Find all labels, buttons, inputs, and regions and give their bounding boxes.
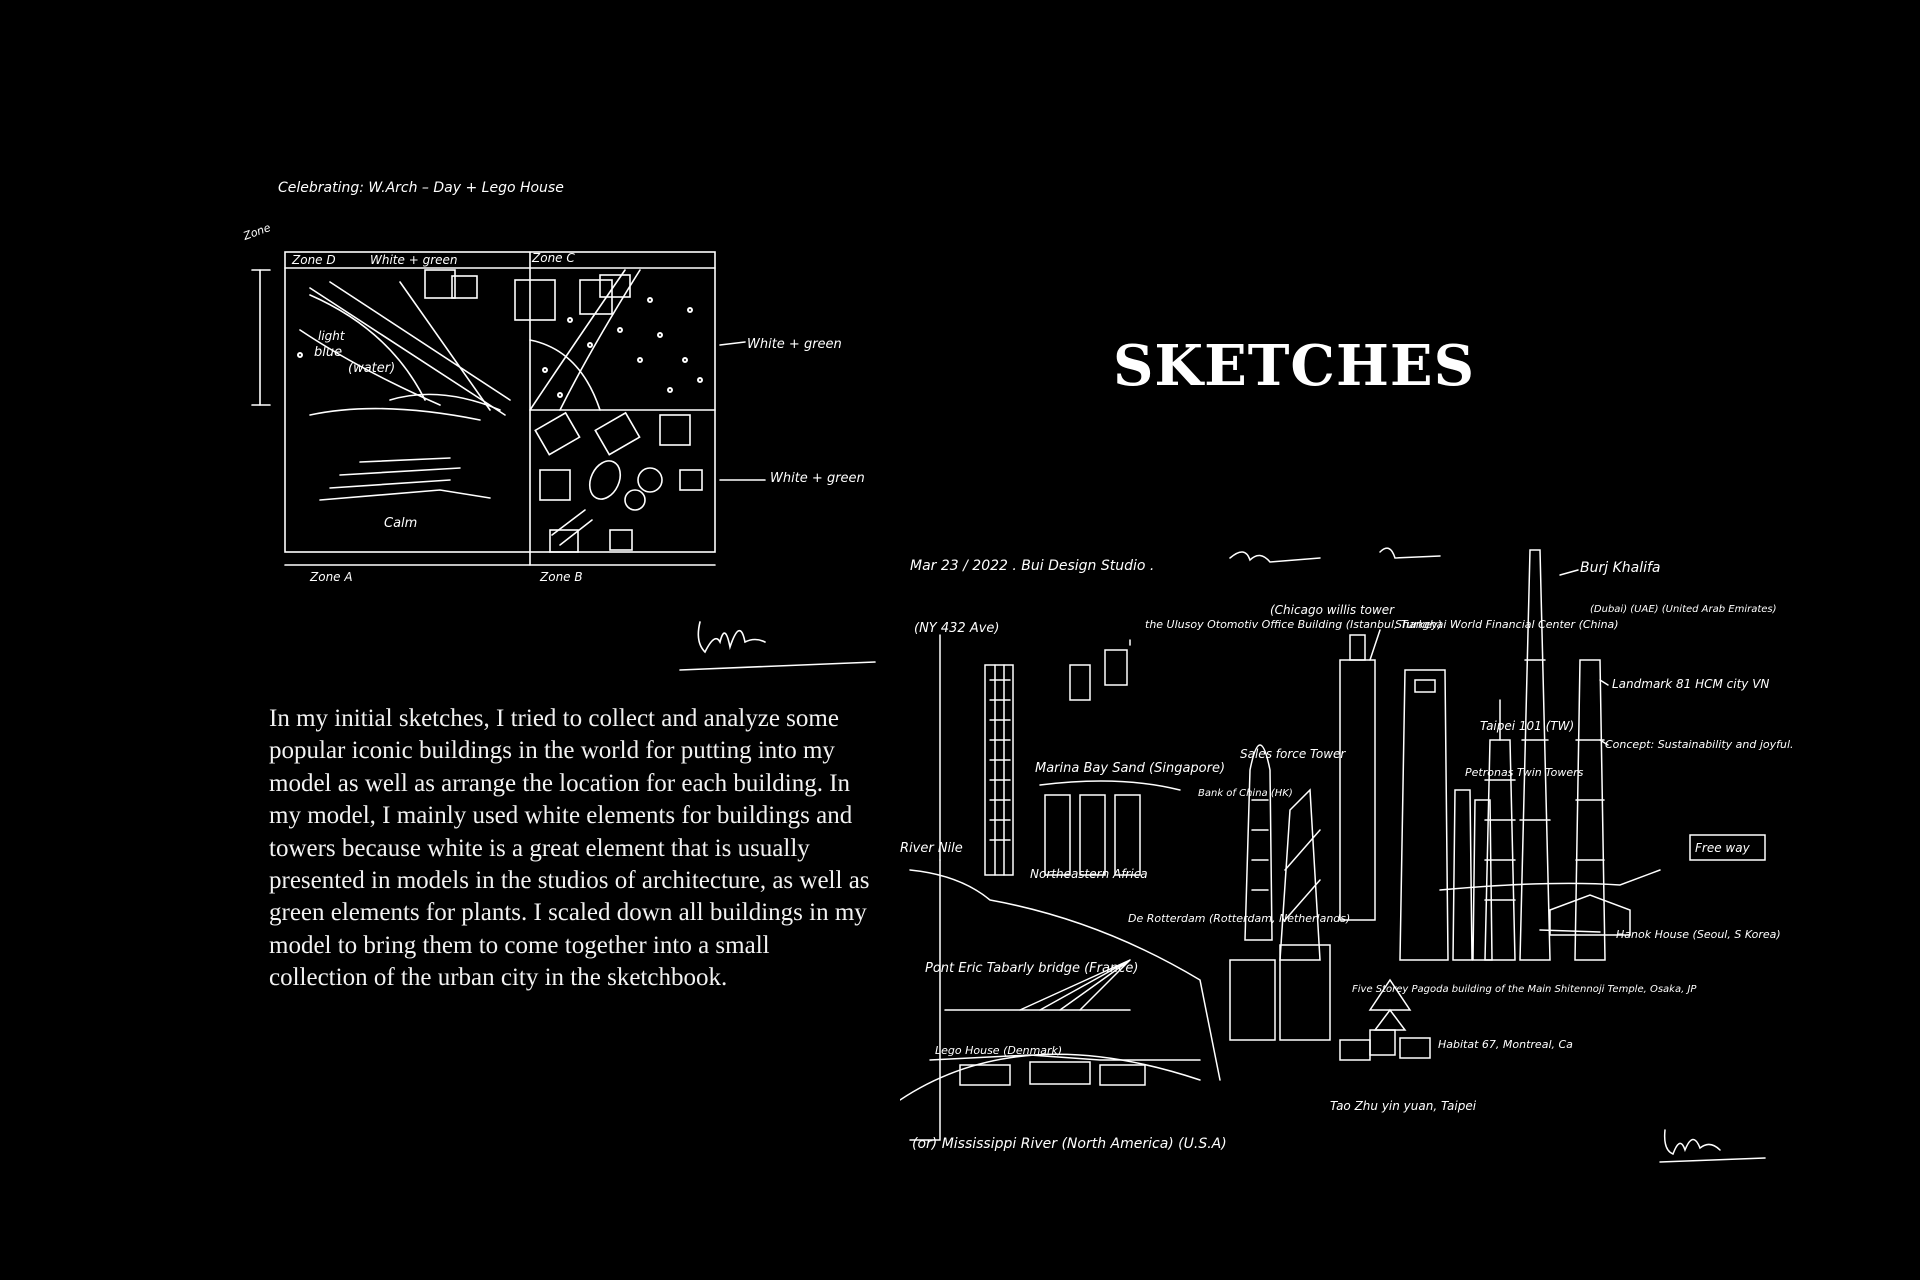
label-ne-africa: Northeastern Africa <box>1030 867 1148 881</box>
city-sketch-header: Mar 23 / 2022 . Bui Design Studio . <box>910 558 1155 574</box>
calm-label: Calm <box>384 516 418 531</box>
right-note-1: White + green <box>747 337 842 352</box>
label-nile: River Nile <box>900 841 963 856</box>
lego-house-sketch <box>240 170 880 590</box>
right-note-2: White + green <box>770 471 865 486</box>
label-mississippi: (or) Mississippi River (North America) (U.S.A) <box>912 1136 1227 1152</box>
label-hanok: Hanok House (Seoul, S Korea) <box>1616 928 1781 941</box>
city-skyline-sketch <box>900 540 1820 1180</box>
blue-label: blue <box>314 345 343 360</box>
label-ulusoy: the Ulusoy Otomotiv Office Building (Istanbul, Turkey) <box>1145 618 1443 631</box>
label-pagoda: Five Storey Pagoda building of the Main Shitennoji Temple, Osaka, JP <box>1352 984 1697 995</box>
zone-d-note: White + green <box>370 253 458 267</box>
label-ny432: (NY 432 Ave) <box>914 621 1000 636</box>
zone-a-label: Zone A <box>310 570 353 584</box>
page-title: SKETCHES <box>1112 333 1476 399</box>
zone-d-label: Zone D <box>292 253 336 267</box>
signature-mark-lego <box>675 612 885 682</box>
light-label: light <box>318 329 345 343</box>
label-uae: (Dubai) (UAE) (United Arab Emirates) <box>1590 604 1777 615</box>
label-salesforce: Sales force Tower <box>1240 747 1346 761</box>
label-freeway: Free way <box>1695 841 1750 855</box>
water-label: (water) <box>348 361 396 376</box>
label-burj-khalifa: Burj Khalifa <box>1580 560 1661 576</box>
label-concept: Concept: Sustainability and joyful. <box>1605 738 1794 751</box>
label-taipei101: Taipei 101 (TW) <box>1480 719 1575 733</box>
lego-sketch-header: Celebrating: W.Arch – Day + Lego House <box>278 180 564 196</box>
label-tao-zhu: Tao Zhu yin yuan, Taipei <box>1330 1099 1477 1113</box>
zone-label: Zone <box>241 221 273 243</box>
description-paragraph: In my initial sketches, I tried to collect and analyze some popular iconic buildings in the world for putting into my model as well as arrange the location for each building. In my model, I mainly used white elements for buildings and towers because white is a great element that is usually presented in models in the studios of architecture, as well as green elements for plants. I scaled down all buildings in my model to bring them to come together into a small collection of the urban city in the sketchbook. <box>269 705 870 992</box>
label-bank-of-china: Bank of China (HK) <box>1198 788 1293 799</box>
label-willis: (Chicago willis tower <box>1270 603 1395 617</box>
label-lego-house: Lego House (Denmark) <box>935 1044 1063 1057</box>
zone-c-label: Zone C <box>532 251 575 265</box>
label-petronas: Petronas Twin Towers <box>1465 766 1584 779</box>
label-habitat67: Habitat 67, Montreal, Ca <box>1438 1038 1573 1051</box>
label-shanghai-wfc: Shanghai World Financial Center (China) <box>1395 618 1619 631</box>
label-marina-bay: Marina Bay Sand (Singapore) <box>1035 761 1226 776</box>
signature-mark-city <box>1655 1120 1775 1170</box>
label-landmark81: Landmark 81 HCM city VN <box>1612 677 1770 691</box>
label-de-rotterdam: De Rotterdam (Rotterdam, Netherlands) <box>1128 912 1351 925</box>
zone-b-label: Zone B <box>540 570 583 584</box>
label-pont-eric: Pont Eric Tabarly bridge (France) <box>925 961 1139 976</box>
